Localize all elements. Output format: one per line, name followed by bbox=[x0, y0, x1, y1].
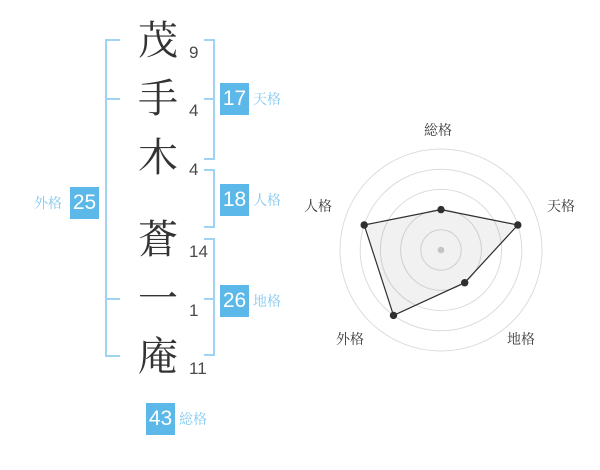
bracket-tick bbox=[105, 98, 120, 100]
tenkaku-label: 天格 bbox=[253, 91, 281, 107]
name-character: 茂 bbox=[138, 19, 178, 63]
stroke-count: 11 bbox=[189, 359, 207, 378]
bracket-tick bbox=[204, 354, 215, 356]
radar-data-point bbox=[361, 221, 368, 228]
name-character: 庵 bbox=[138, 335, 178, 379]
stroke-count: 4 bbox=[189, 101, 199, 120]
radar-axis-label: 人格 bbox=[304, 198, 332, 214]
radar-axis-label: 外格 bbox=[336, 331, 364, 347]
chikaku-label: 地格 bbox=[253, 293, 281, 309]
bracket-tick bbox=[105, 355, 120, 357]
radar-axis-label: 地格 bbox=[507, 331, 535, 347]
jinkaku-value-badge: 18 bbox=[220, 184, 249, 216]
soukaku-value-badge: 43 bbox=[146, 403, 175, 435]
name-character: 一 bbox=[138, 277, 178, 321]
radar-data-point bbox=[437, 206, 444, 213]
stroke-count: 1 bbox=[189, 301, 199, 320]
stroke-count: 4 bbox=[189, 160, 199, 179]
radar-data-point bbox=[390, 312, 397, 319]
name-character: 手 bbox=[138, 77, 178, 121]
gaikaku-label: 外格 bbox=[34, 195, 62, 211]
radar-data-polygon bbox=[364, 210, 518, 316]
bracket-tick bbox=[204, 39, 215, 41]
stroke-count: 14 bbox=[189, 242, 208, 261]
radar-data-point bbox=[514, 221, 521, 228]
soukaku-label: 総格 bbox=[179, 411, 207, 427]
radar-axis-label: 天格 bbox=[547, 198, 575, 214]
gaikaku-value-badge: 25 bbox=[70, 187, 99, 219]
bracket-tick bbox=[204, 226, 215, 228]
bracket-tick bbox=[105, 298, 120, 300]
radar-chart-area bbox=[300, 105, 600, 370]
name-character: 蒼 bbox=[138, 218, 178, 262]
stroke-count: 9 bbox=[189, 43, 199, 62]
bracket-tick bbox=[105, 39, 120, 41]
chikaku-value-badge: 26 bbox=[220, 285, 249, 317]
radar-center-dot bbox=[438, 247, 445, 254]
radar-data-point bbox=[461, 279, 468, 286]
bracket-line bbox=[105, 39, 107, 357]
bracket-tick bbox=[204, 238, 215, 240]
radar-chart bbox=[300, 105, 600, 370]
radar-axis-label: 総格 bbox=[424, 122, 452, 138]
tenkaku-value-badge: 17 bbox=[220, 83, 249, 115]
name-character: 木 bbox=[138, 136, 178, 180]
jinkaku-label: 人格 bbox=[253, 192, 281, 208]
